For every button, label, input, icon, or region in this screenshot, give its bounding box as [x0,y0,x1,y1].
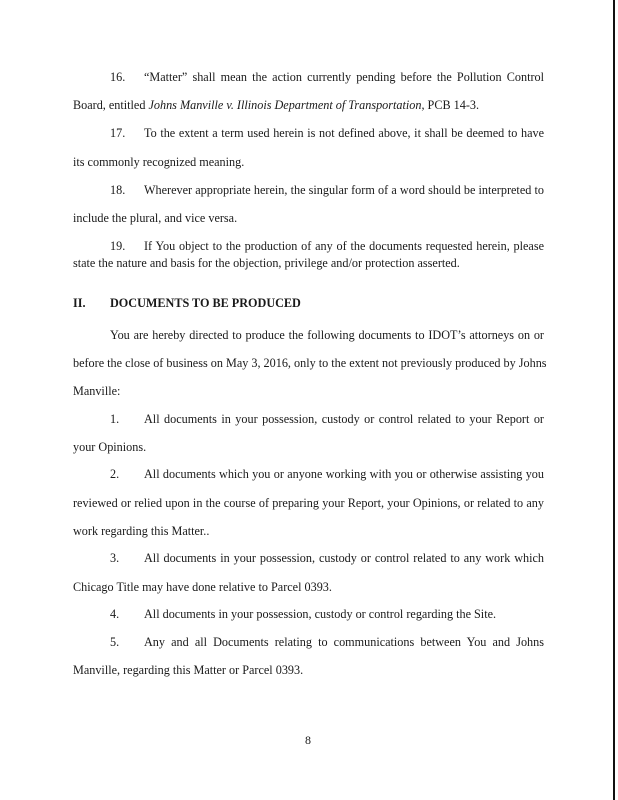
item-3-line-1: All documents in your possession, custody or control related to any work which [144,551,544,565]
item-3-line-2: Chicago Title may have done relative to Parcel 0393. [73,580,332,594]
page-number: 8 [305,733,311,747]
paragraph-16-line-2 [73,98,479,112]
paragraph-17-line-2: its commonly recognized meaning. [73,155,245,169]
paragraph-17-number: 17. [110,126,126,140]
paragraph-17-line-1: To the extent a term used herein is not defined above, it shall be deemed to have [144,126,544,140]
paragraph-18-number: 18. [110,183,126,197]
item-1-line-1: All documents in your possession, custody or control related to your Report or [144,412,544,426]
item-2-line-3: work regarding this Matter.. [73,524,210,538]
paragraph-16-line-2-pre: Board, entitled [73,98,149,112]
section-intro-line-3: Manville: [73,384,121,398]
section-intro-line-1: You are hereby directed to produce the following documents to IDOT’s attorneys on or [110,328,544,342]
paragraph-19-line-2: state the nature and basis for the objection, privilege and/or protection asserted. [73,256,460,270]
paragraph-19-line-1: If You object to the production of any of the documents requested herein, please [144,239,544,253]
item-4-line-1: All documents in your possession, custody or control regarding the Site. [144,607,497,621]
paragraph-19-number: 19. [110,239,126,253]
item-5-line-2: Manville, regarding this Matter or Parcel 0393. [73,663,304,677]
item-2-line-2: reviewed or relied upon in the course of preparing your Report, your Opinions, or related to any [73,496,544,510]
item-2-line-1: All documents which you or anyone working with you or otherwise assisting you [144,467,544,481]
item-5-line-1: Any and all Documents relating to communications between You and Johns [144,635,544,649]
case-title: Johns Manville v. Illinois Department of Transportation, [148,98,425,112]
paragraph-16-number: 16. [110,70,126,84]
section-number: II. [73,296,86,310]
paragraph-18-line-1: Wherever appropriate herein, the singular form of a word should be interpreted to [144,183,544,197]
item-5-number: 5. [110,635,120,649]
paragraph-18-line-2: include the plural, and vice versa. [73,211,238,225]
item-1-line-2: your Opinions. [73,440,147,454]
item-3-number: 3. [110,551,120,565]
item-1-number: 1. [110,412,120,426]
item-2-number: 2. [110,467,120,481]
paragraph-16-line-2-post: PCB 14-3. [424,98,480,112]
item-4-number: 4. [110,607,120,621]
paragraph-16-line-1: “Matter” shall mean the action currently pending before the Pollution Control [144,70,544,84]
section-intro-line-2: before the close of business on May 3, 2016, only to the extent not previously produced by Johns [73,356,547,370]
section-title: DOCUMENTS TO BE PRODUCED [110,296,301,310]
page-edge-line [613,0,615,800]
